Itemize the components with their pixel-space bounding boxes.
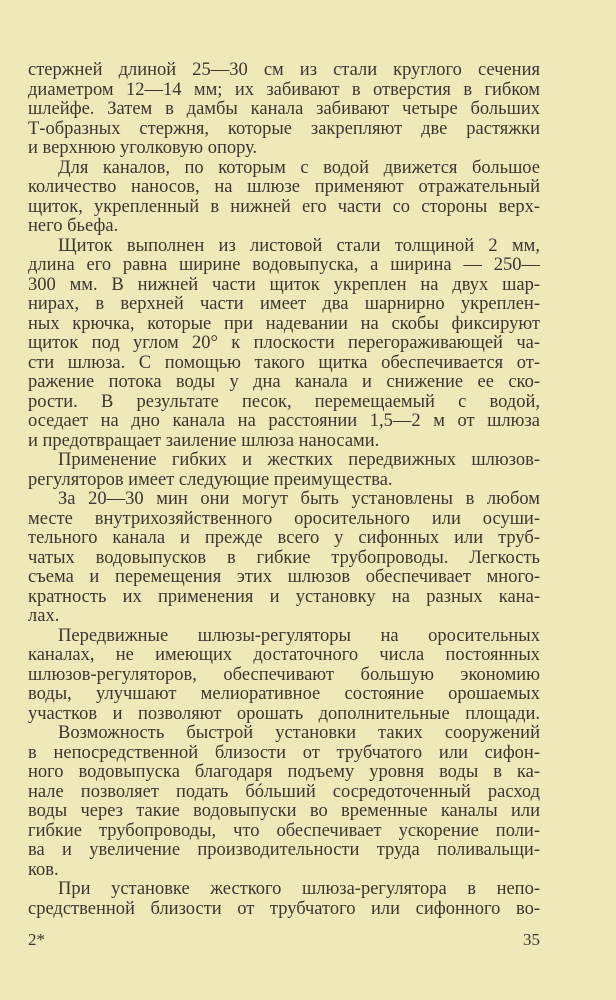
text-line: ражение потока воды у дна канала и снижение ее ско- bbox=[28, 372, 540, 392]
text-line: оседает на дно канала на расстоянии 1,5—2 м от шлюза bbox=[28, 411, 540, 431]
text-line: съема и перемещения этих шлюзов обеспечивает много- bbox=[28, 567, 540, 587]
text-line: него бьефа. bbox=[28, 216, 119, 236]
text-line: нирах, в верхней части имеет два шарнирно укреплен- bbox=[28, 294, 540, 314]
text-line: щиток под углом 20° к плоскости перегораживающей ча- bbox=[28, 333, 540, 353]
text-line: стержней длиной 25—30 см из стали круглого сечения bbox=[28, 60, 540, 80]
text-line: количество наносов, на шлюзе применяют отражательный bbox=[28, 177, 540, 197]
signature-mark: 2* bbox=[28, 930, 45, 949]
text-line: 300 мм. В нижней части щиток укреплен на двух шар- bbox=[28, 274, 540, 295]
page-body bbox=[28, 61, 540, 919]
text-line: участков и позволяют орошать дополнительные площади. bbox=[28, 703, 540, 724]
text-line: и предотвращает заиление шлюза наносами. bbox=[28, 430, 380, 451]
text-line: тельного канала и прежде всего у сифонных или труб- bbox=[28, 528, 540, 548]
text-line: нале позволяет подать бóльший сосредоточенный расход bbox=[28, 781, 540, 802]
text-line: каналах, не имеющих достаточного числа постоянных bbox=[28, 645, 540, 665]
text-line: длина его равна ширине водовыпуска, а ширина — 250— bbox=[28, 255, 540, 275]
text-line: и верхнюю уголковую опору. bbox=[28, 138, 258, 158]
text-line: ков. bbox=[28, 859, 59, 880]
text-line: щиток, укрепленный в нижней его части со стороны верх- bbox=[28, 196, 540, 217]
text-line: Возможность быстрой установки таких сооружений bbox=[58, 723, 540, 743]
text-line: Передвижные шлюзы-регуляторы на оросительных bbox=[58, 625, 540, 646]
text-line: Т-образных стержня, которые закрепляют две растяжки bbox=[28, 118, 540, 139]
text-line: регуляторов имеет следующие преимущества. bbox=[28, 469, 393, 490]
text-line: в непосредственной близости от трубчатого или сифон- bbox=[28, 742, 540, 763]
text-line: Щиток выполнен из листовой стали толщиной 2 мм, bbox=[58, 235, 540, 256]
text-line: сти шлюза. С помощью такого щитка обеспечивается от- bbox=[28, 352, 540, 373]
text-line: ного водовыпуска благодаря подъему уровня воды в ка- bbox=[28, 762, 540, 782]
text-line: шлюзов-регуляторов, обеспечивают большую экономию bbox=[28, 664, 540, 685]
text-line: лах. bbox=[28, 606, 60, 626]
text-line: Применение гибких и жестких передвижных шлюзов- bbox=[58, 450, 540, 470]
text-line: Для каналов, по которым с водой движется большое bbox=[58, 157, 540, 178]
text-line: кратность их применения и установку на разных кана- bbox=[28, 586, 540, 607]
text-line: При установке жесткого шлюза-регулятора в непо- bbox=[58, 879, 540, 899]
text-line: ных крючка, которые при надевании на скобы фиксируют bbox=[28, 313, 540, 334]
text-line: воды, улучшают мелиоративное состояние орошаемых bbox=[28, 684, 540, 704]
page-number: 35 bbox=[523, 930, 540, 949]
text-line: За 20—30 мин они могут быть установлены в любом bbox=[58, 489, 540, 509]
text-line: рости. В результате песок, перемещаемый с водой, bbox=[28, 391, 540, 412]
text-line: гибкие трубопроводы, что обеспечивает ускорение поли- bbox=[28, 820, 540, 841]
text-line: диаметром 12—14 мм; их забивают в отверстия в гибком bbox=[28, 79, 540, 100]
text-line: чатых водовыпусков в гибкие трубопроводы. Легкость bbox=[28, 547, 540, 568]
text-line: средственной близости от трубчатого или сифонного во- bbox=[28, 898, 540, 919]
text-line: ва и увеличение производительности труда поливальщи- bbox=[28, 840, 540, 860]
text-line: шлейфе. Затем в дамбы канала забивают четыре больших bbox=[28, 99, 540, 119]
text-line: воды через такие водовыпуски во временные каналы или bbox=[28, 801, 540, 821]
text-line: месте внутрихозяйственного оросительного или осуши- bbox=[28, 508, 540, 529]
